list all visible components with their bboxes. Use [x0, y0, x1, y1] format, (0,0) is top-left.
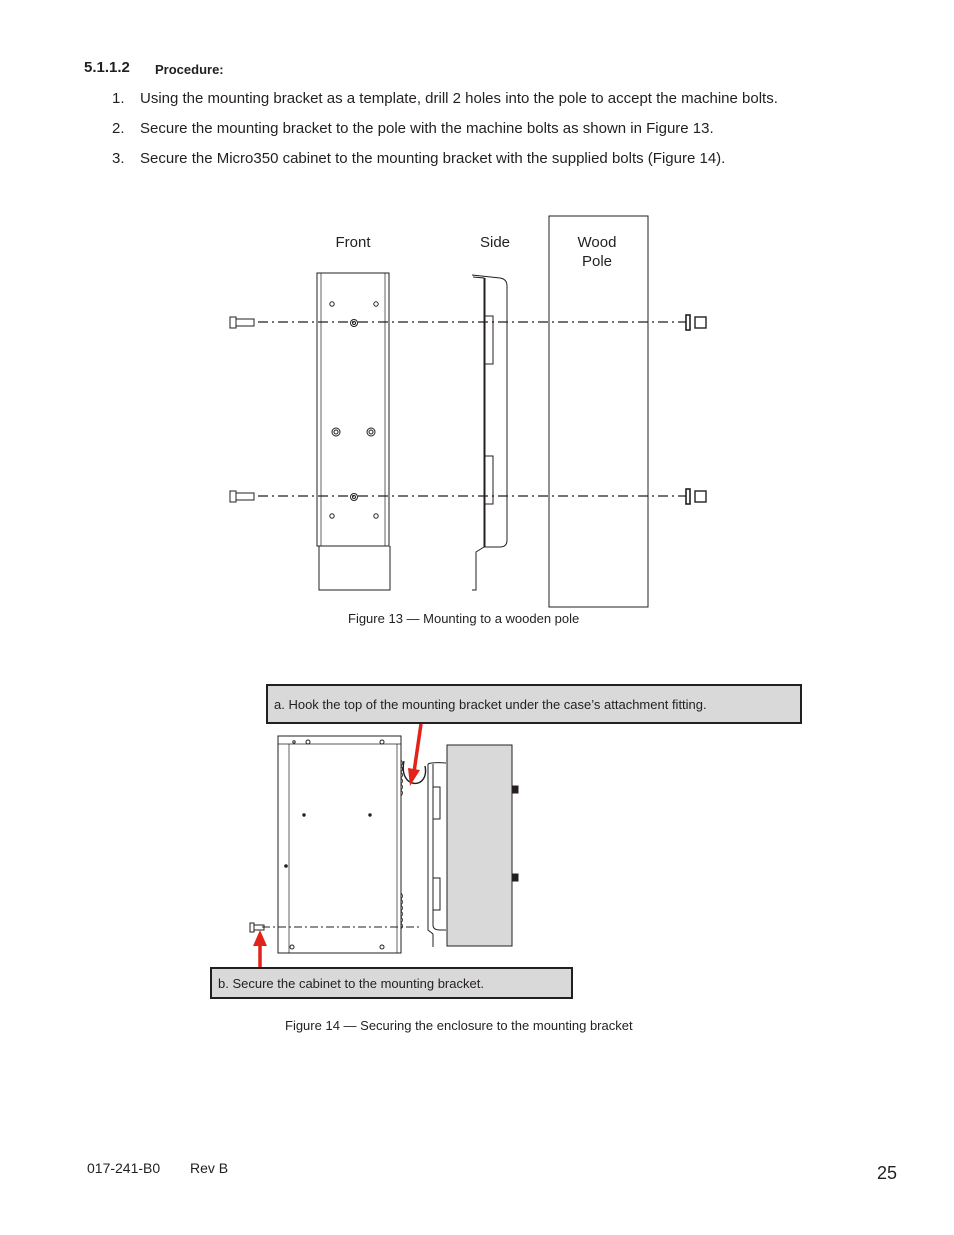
- callout-a: [266, 684, 802, 724]
- page-number: 25: [877, 1163, 898, 1183]
- pole-bolt-nut: [512, 786, 518, 793]
- step-text: Secure the Micro350 cabinet to the mounting bracket with the supplied bolts (Figure 14).: [140, 150, 726, 167]
- callout-b-text: b. Secure the cabinet to the mounting bracket.: [218, 975, 484, 991]
- label-wood-pole-line1: Wood: [577, 234, 617, 251]
- pole-bolt-nut: [512, 874, 518, 881]
- step-number: 3.: [112, 150, 125, 167]
- wood-pole-figure-14: [447, 745, 512, 946]
- callout-b: [210, 967, 573, 999]
- step-number: 1.: [112, 90, 125, 107]
- step-text: Secure the mounting bracket to the pole with the machine bolts as shown in Figure 13.: [140, 120, 714, 137]
- mounting-bracket-side: [428, 763, 446, 947]
- cabinet: [278, 736, 403, 953]
- figure-13-caption: Figure 13 — Mounting to a wooden pole: [348, 611, 580, 626]
- section-title: Procedure:: [155, 62, 224, 77]
- step-number: 2.: [112, 120, 125, 137]
- figure-14-caption: Figure 14 — Securing the enclosure to the mounting bracket: [285, 1018, 633, 1033]
- section-number: 5.1.1.2: [84, 59, 130, 76]
- cabinet-bolt: [250, 923, 264, 932]
- callout-a-text: a. Hook the top of the mounting bracket under the case’s attachment fitting.: [274, 696, 707, 712]
- label-wood-pole-line2: Pole: [581, 253, 613, 270]
- arrow-b: [253, 930, 267, 968]
- label-side: Side: [479, 234, 511, 251]
- step-text: Using the mounting bracket as a template, drill 2 holes into the pole to accept the machine bolts.: [140, 90, 778, 107]
- label-front: Front: [335, 234, 371, 251]
- footer-revision: Rev B: [190, 1160, 229, 1176]
- arrow-a: [408, 724, 421, 786]
- footer-doc-number: 017-241-B0: [87, 1160, 161, 1176]
